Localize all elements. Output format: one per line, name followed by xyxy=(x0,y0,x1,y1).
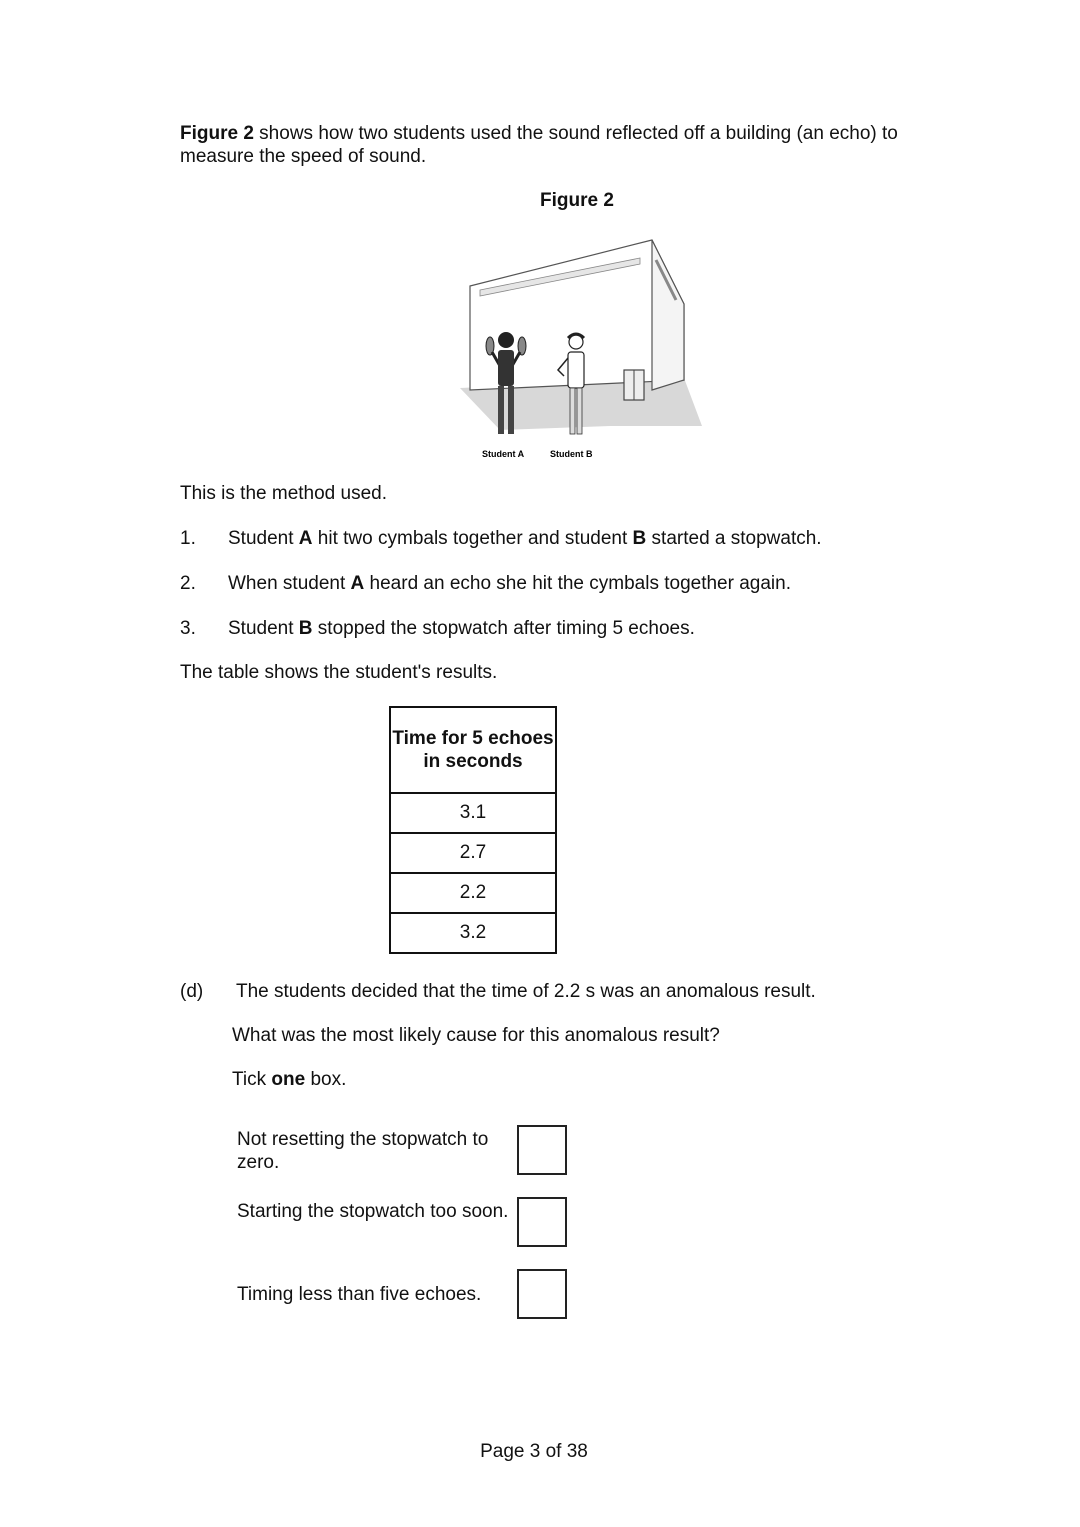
student-a-leg-left xyxy=(498,386,504,434)
table-header-row xyxy=(390,707,556,793)
student-b-leg-left xyxy=(570,388,575,434)
step-student-ref: B xyxy=(632,528,647,549)
figure-illustration xyxy=(440,230,720,470)
step-student-ref: A xyxy=(298,528,313,549)
step-number: 1. xyxy=(180,528,196,549)
table-intro: The table shows the student's results. xyxy=(180,662,498,683)
tick-box-option-1[interactable] xyxy=(517,1125,567,1175)
label-student-a: Student A xyxy=(482,449,525,459)
student-b-body xyxy=(568,352,584,388)
tick-box-option-2[interactable] xyxy=(517,1197,567,1247)
step-text-part: stopped the stopwatch after timing 5 echoes. xyxy=(312,618,695,639)
option-label: Timing less than five echoes. xyxy=(237,1284,482,1305)
figure-title: Figure 2 xyxy=(540,190,614,211)
table-header-cell: Time for 5 echoes in seconds xyxy=(390,707,556,793)
step-text-part: started a stopwatch. xyxy=(646,528,822,549)
page-number: Page 3 of 38 xyxy=(480,1441,588,1462)
instruction-part: Tick xyxy=(232,1069,272,1090)
intro-figure-ref: Figure 2 xyxy=(180,123,254,144)
table-cell: 3.1 xyxy=(390,793,556,833)
step-text-part: When student xyxy=(228,573,351,594)
label-student-b: Student B xyxy=(550,449,593,459)
step-number: 2. xyxy=(180,573,196,594)
instruction-emphasis: one xyxy=(271,1069,306,1090)
step-text xyxy=(228,572,791,595)
step-number: 3. xyxy=(180,618,196,639)
table-row xyxy=(390,913,556,953)
student-a-leg-right xyxy=(508,386,514,434)
table-cell: 2.2 xyxy=(390,873,556,913)
method-intro: This is the method used. xyxy=(180,483,387,504)
option-label: Starting the stopwatch too soon. xyxy=(237,1201,509,1222)
step-student-ref: B xyxy=(298,618,313,639)
step-text xyxy=(228,617,695,640)
question-text: The students decided that the time of 2.2 s was an anomalous result. xyxy=(236,981,816,1002)
table-cell: 3.2 xyxy=(390,913,556,953)
results-table xyxy=(389,706,557,954)
step-text-part: Student xyxy=(228,618,299,639)
step-text xyxy=(228,527,822,550)
instruction-part: box. xyxy=(305,1069,347,1090)
step-text-part: hit two cymbals together and student xyxy=(312,528,633,549)
intro-text: shows how two students used the sound reflected off a building (an echo) to measure the speed of sound. xyxy=(180,123,898,167)
table-cell: 2.7 xyxy=(390,833,556,873)
student-a-head xyxy=(498,332,514,348)
intro-paragraph xyxy=(180,122,960,168)
student-a-body xyxy=(498,350,514,386)
question-instruction xyxy=(232,1068,346,1091)
step-text-part: Student xyxy=(228,528,299,549)
tick-box-option-3[interactable] xyxy=(517,1269,567,1319)
table-row xyxy=(390,793,556,833)
student-b-leg-right xyxy=(577,388,582,434)
table-row xyxy=(390,873,556,913)
table-row xyxy=(390,833,556,873)
question-label: (d) xyxy=(180,981,204,1002)
option-label: Not resetting the stopwatch to zero. xyxy=(237,1129,489,1173)
step-student-ref: A xyxy=(350,573,365,594)
question-prompt: What was the most likely cause for this anomalous result? xyxy=(232,1025,720,1046)
step-text-part: heard an echo she hit the cymbals together again. xyxy=(364,573,791,594)
